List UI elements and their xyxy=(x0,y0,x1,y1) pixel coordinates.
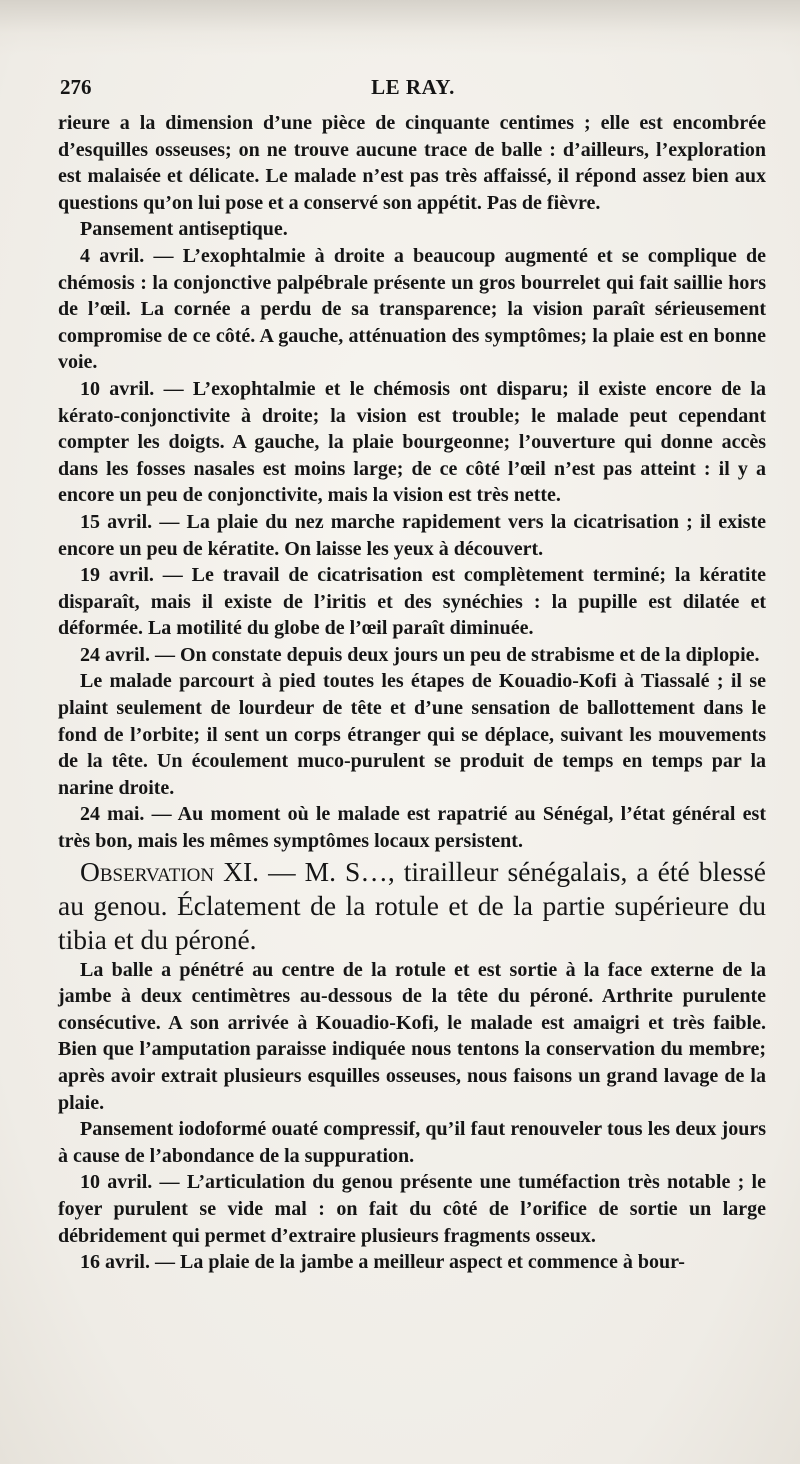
observation-label: Observation XI. xyxy=(80,855,260,887)
running-title: LE RAY. xyxy=(371,75,455,99)
paragraph: Pansement iodoformé ouaté compressif, qu’il faut renouveler tous les deux jours à cause de l’abondance de la suppuration. xyxy=(58,1118,766,1167)
paragraph: 4 avril. — L’exophtalmie à droite a beaucoup augmenté et se complique de chémosis : la conjonctive palpébrale présente un gros bourrelet qui fait saillie hors de l’œil. La cornée a perdu de sa transparence; la vision paraît sérieusement compromise de ce côté. A gauche, atténuation des symptômes; la plaie est en bonne voie. xyxy=(58,244,766,374)
page-number: 276 xyxy=(60,75,92,99)
paragraph: 15 avril. — La plaie du nez marche rapidement vers la cicatrisation ; il existe encore un peu de kératite. On laisse les yeux à découvert. xyxy=(58,510,766,560)
paragraph: Le malade parcourt à pied toutes les étapes de Kouadio-Kofi à Tiassalé ; il se plaint seulement de lourdeur de tête et d’une sensation de ballottement dans le fond de l’orbite; il sent un corps étranger qui se déplace, suivant les mouvements de la tête. Un écoulement muco-purulent se produit de temps en temps par la narine droite. xyxy=(58,670,766,799)
paragraph: 24 avril. — On constate depuis deux jours un peu de strabisme et de la diplopie. xyxy=(80,643,760,666)
paragraph: 19 avril. — Le travail de cicatrisation est complètement terminé; la kératite disparaît, mais il existe de l’iritis et des synéchies : la pupille est dilatée et déformée. La motilité du globe de l’œil paraît diminuée. xyxy=(58,564,766,640)
paragraph: 24 mai. — Au moment où le malade est rapatrié au Sénégal, l’état général est très bon, mais les mêmes symptômes locaux persistent. xyxy=(58,803,766,853)
paragraph: 16 avril. — La plaie de la jambe a meilleur aspect et commence à bour- xyxy=(80,1251,685,1274)
observation-title: — M. S…, tirailleur sénégalais, a été blessé au genou. Éclatement de la rotule et de la partie supérieure du tibia et du péroné. xyxy=(58,855,766,955)
paragraph: 10 avril. — L’exophtalmie et le chémosis ont disparu; il existe encore de la kérato-conjonctivite à droite; la vision est trouble; le malade peut cependant compter les doigts. A gauche, la plaie bourgeonne; l’ouverture qui donne accès dans les fosses nasales est moins large; de ce côté l’œil n’est pas atteint : il y a encore un peu de conjonctivite, mais la vision est très nette. xyxy=(58,377,766,507)
observation-heading xyxy=(58,855,766,957)
paragraph: La balle a pénétré au centre de la rotule et est sortie à la face externe de la jambe à deux centimètres au-dessous de la tête du péroné. Arthrite purulente consécutive. A son arrivée à Kouadio-Kofi, le malade est amaigri et très faible. Bien que l’amputation paraisse indiquée nous tentons la conservation du membre; après avoir extrait plusieurs esquilles osseuses, nous faisons un grand lavage de la plaie. xyxy=(58,958,766,1114)
paragraph: rieure a la dimension d’une pièce de cinquante centimes ; elle est encombrée d’esquilles osseuses; on ne trouve aucune trace de balle : d’ailleurs, l’exploration est malaisée et délicate. Le malade n’est pas très affaissé, il répond assez bien aux questions qu’on lui pose et a conservé son appétit. Pas de fièvre. xyxy=(58,112,766,214)
paragraph: 10 avril. — L’articulation du genou présente une tuméfaction très notable ; le foyer purulent se vide mal : on fait du côté de l’orifice de sortie un large débridement qui permet d’extraire plusieurs fragments osseux. xyxy=(58,1171,766,1247)
page-header xyxy=(60,75,766,105)
paragraph: Pansement antiseptique. xyxy=(80,218,288,241)
body-text xyxy=(58,110,766,1276)
scan-shadow xyxy=(0,0,800,55)
